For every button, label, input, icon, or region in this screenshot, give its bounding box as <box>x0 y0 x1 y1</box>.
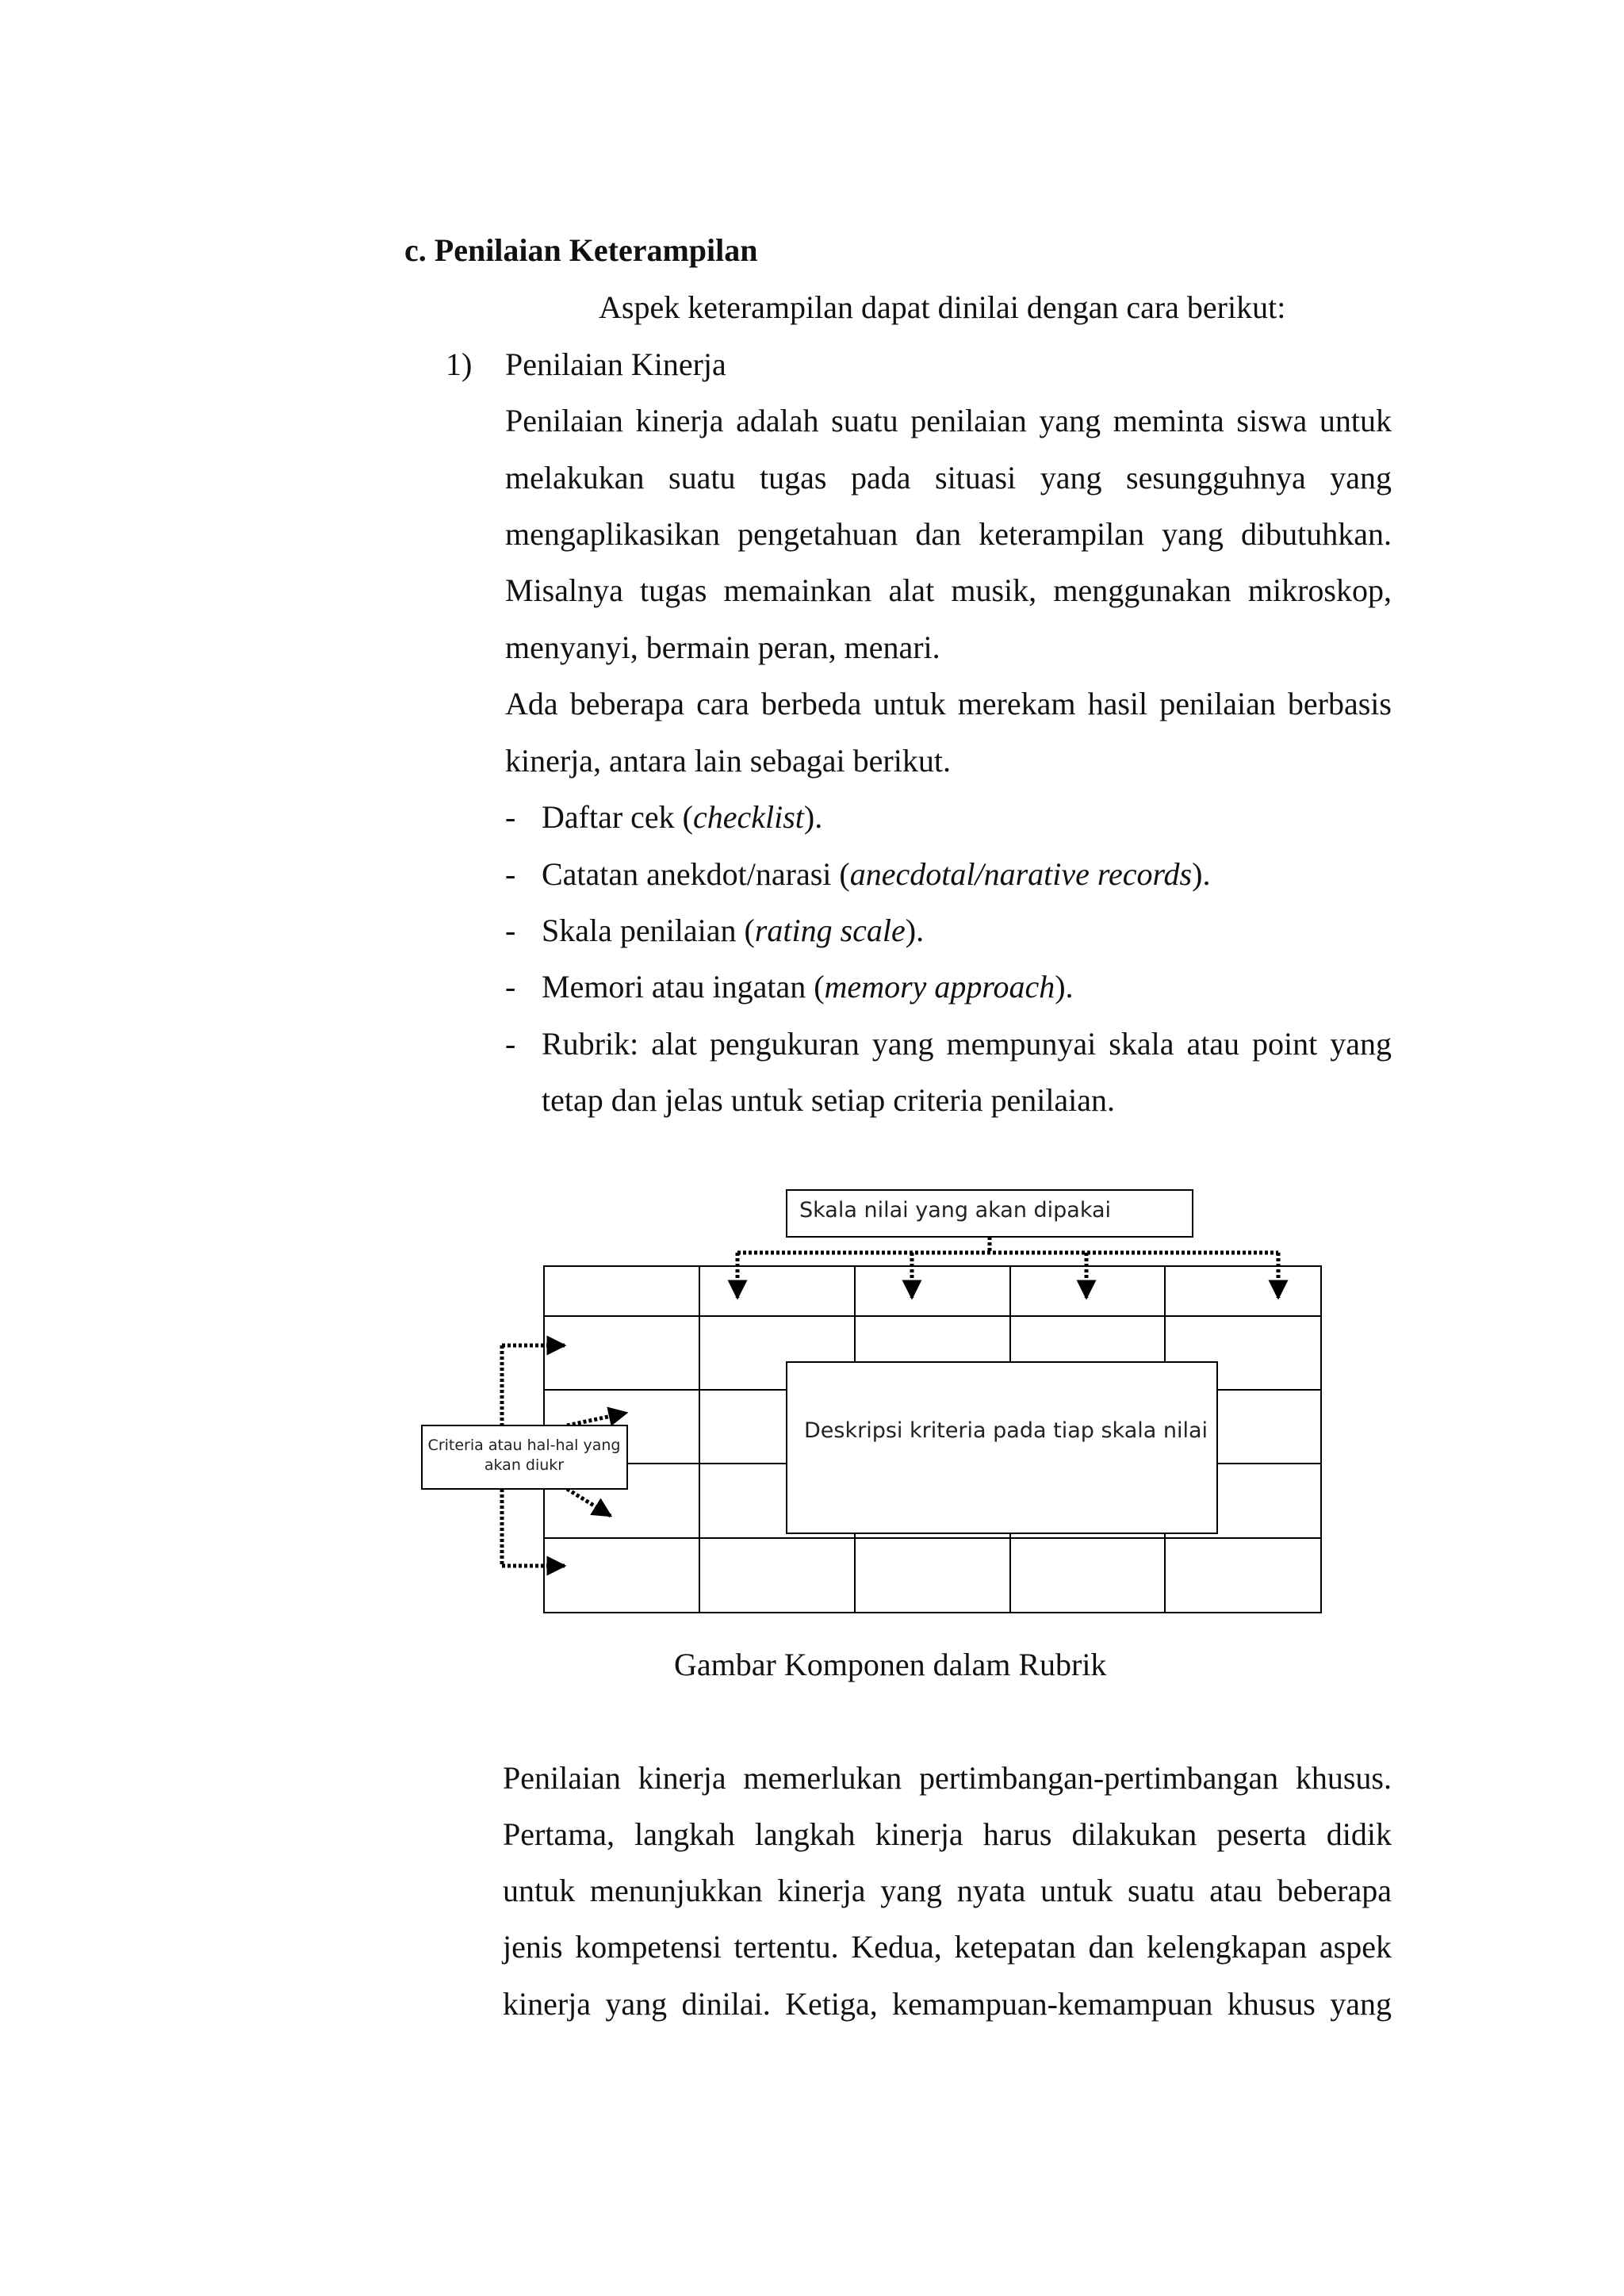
item-title: Penilaian Kinerja <box>505 346 726 382</box>
scale-label: Skala nilai yang akan dipakai <box>799 1198 1112 1223</box>
bullet-item: Daftar cek (checklist). <box>542 799 823 835</box>
criteria-label-line: akan diukr <box>484 1456 565 1474</box>
description-box <box>787 1362 1217 1533</box>
paragraph-line: Misalnya tugas memainkan alat musik, menggunakan mikroskop, <box>505 572 1392 608</box>
bullet-item-continued: tetap dan jelas untuk setiap criteria penilaian. <box>542 1082 1116 1118</box>
closing-line: jenis kompetensi tertentu. Kedua, ketepatan dan kelengkapan aspek <box>503 1929 1392 1965</box>
paragraph-line: menyanyi, bermain peran, menari. <box>505 629 940 665</box>
closing-line: Pertama, langkah langkah kinerja harus dilakukan peserta didik <box>503 1816 1392 1852</box>
bullet-dash: - <box>505 913 516 948</box>
paragraph-line: Ada beberapa cara berbeda untuk merekam hasil penilaian berbasis <box>505 686 1392 721</box>
item-number: 1) <box>446 346 473 382</box>
closing-line: Penilaian kinerja memerlukan pertimbangan-pertimbangan khusus. <box>503 1760 1392 1796</box>
scale-arrows <box>737 1237 1278 1298</box>
criteria-label-line: Criteria atau hal-hal yang <box>427 1437 621 1454</box>
bullet-dash: - <box>505 1026 516 1062</box>
bullet-item: Skala penilaian (rating scale). <box>542 913 925 948</box>
paragraph-line: Penilaian kinerja adalah suatu penilaian yang meminta siswa untuk <box>505 403 1392 438</box>
bullet-dash: - <box>505 969 516 1004</box>
paragraph-line: mengaplikasikan pengetahuan dan keterampilan yang dibutuhkan. <box>505 516 1392 552</box>
figure-caption: Gambar Komponen dalam Rubrik <box>674 1647 1107 1682</box>
bullet-item: Catatan anekdot/narasi (anecdotal/narative records). <box>542 856 1211 892</box>
closing-line: untuk menunjukkan kinerja yang nyata untuk suatu atau beberapa <box>503 1873 1392 1908</box>
bullet-dash: - <box>505 856 516 892</box>
closing-line: kinerja yang dinilai. Ketiga, kemampuan-kemampuan khusus yang <box>503 1986 1392 2022</box>
paragraph-line: melakukan suatu tugas pada situasi yang sesungguhnya yang <box>505 460 1392 496</box>
bullet-item: Memori atau ingatan (memory approach). <box>542 969 1074 1004</box>
paragraph-line: kinerja, antara lain sebagai berikut. <box>505 743 951 779</box>
bullet-item: Rubrik: alat pengukuran yang mempunyai skala atau point yang <box>542 1026 1392 1062</box>
section-heading: c. Penilaian Keterampilan <box>404 232 758 268</box>
bullet-dash: - <box>505 799 516 835</box>
section-intro: Aspek keterampilan dapat dinilai dengan cara berikut: <box>599 289 1286 325</box>
description-label: Deskripsi kriteria pada tiap skala nilai <box>804 1418 1208 1443</box>
